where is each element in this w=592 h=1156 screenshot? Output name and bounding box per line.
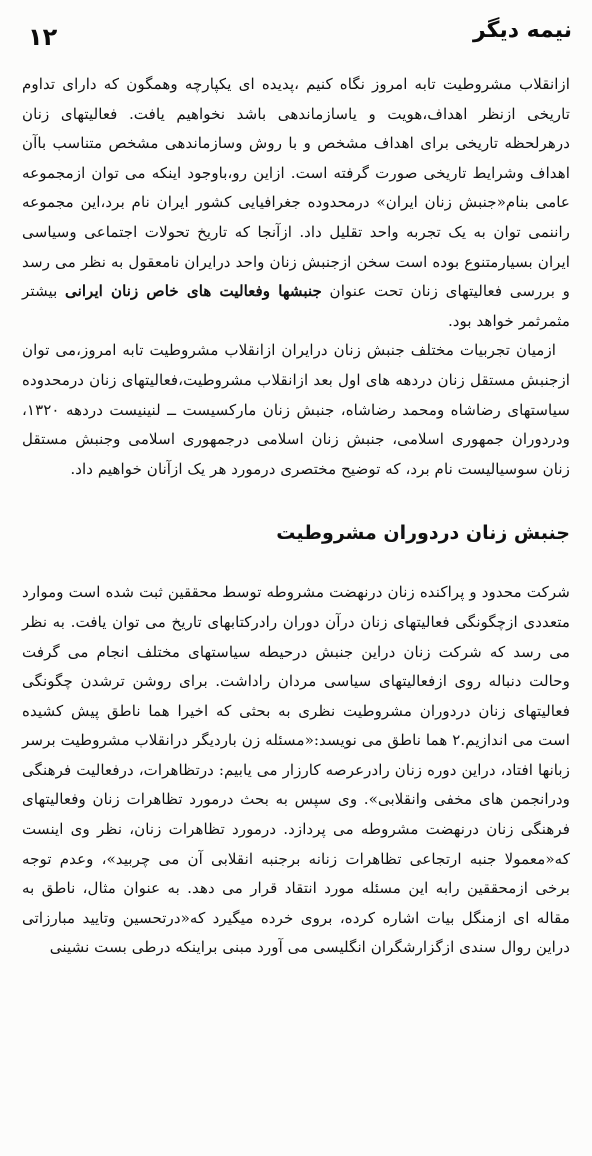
paragraph-experiences: ازمیان تجربیات مختلف جنبش زنان درایران ازانقلاب مشروطیت تابه امروز،می توان ازجنبش مستقل زنان دردهه های اول بعد ازانقلاب مشروطیت،فعالیتهای زنان درمحدوده سیاستهای رضاشاه ومحمد رضاشاه، جنبش زنان مارکسیست ــ لنینیست دردهه ۱۳۲۰، ودردوران جمهوری اسلامی، جنبش زنان اسلامی درجمهوری اسلامی وجنبش مستقل زنان سوسیالیست نام برد، که توضیح مختصری درمورد هر یک ازآنان خواهیم داد. (22, 341, 570, 478)
paragraph-intro-text: ازانقلاب مشروطیت تابه امروز نگاه کنیم ،پدیده ای یکپارچه وهمگون که دارای تداوم تاریخی ازنظر اهداف،هویت و یاسازماندهی باشد نخواهیم یافت. فعالیتهای زنان درهرلحظه تاریخی برای اهداف مشخص و با روش وسازماندهی مشخص متناسب باآن اهداف وشرایط تاریخی صورت گرفته است. ازاین رو،باوجود اینکه می توان ازمجموعه عامی بنام«جنبش زنان ایران» درمحدوده جغرافیایی کشور ایران نام برد،این مجموعه راننمی توان به یک تجربه واحد تقلیل داد. ازآنجا که تاریخ تحولات اجتماعی وسیاسی ایران بسیارمتنوع بوده است سخن ازجنبش زنان واحد درایران نامعقول به نظر می رسد و بررسی فعالیتهای زنان تحت عنوان (22, 75, 570, 301)
page-number: ۱۲ (28, 23, 58, 51)
running-title: نیمه دیگر (472, 18, 572, 43)
paragraph-constitutional: شرکت محدود و پراکنده زنان درنهضت مشروطه توسط محققین ثبت شده است وموارد متعددی ازچگونگی فعالیتهای زنان درآن دوران رادرکتابهای تاریخ می توان یافت. به نظر می رسد که شرکت زنان دراین جنبش درحیطه سیاستهای مختلف انجام می گرفت وحالت دنباله روی ازفعالیتهای سیاسی مردان راداشت. برای روشن ترشدن چگونگی فعالیتهای زنان دردوران مشروطیت نظری به بحثی که اخیرا هما ناطق پیش کشیده است می اندازیم.۲ هما ناطق می نویسد:«مسئله زن باردیگر درانقلاب مشروطیت برسر زبانها افتاد، دراین دوره زنان رادرعرصه کارزار می یابیم: درتظاهرات، درفعالیت فرهنگی ودرانجمن های مخفی وانقلابی». وی سپس به بحث درمورد تظاهرات زنان وفعالیتهای فرهنگی زنان درنهضت مشروطه می پردازد. درمورد تظاهرات زنان، نظر وی اینست که«معمولا جنبه ارتجاعی تظاهرات زنانه برجنبه انقلابی آن می چربید»، وعدم توجه برخی ازمحققین رابه این مسئله مورد انتقاد قرار می دهد. به عنوان مثال، ناطق به مقاله ای ازمنگل بیات اشاره کرده، بروی خرده میگیرد که«درتحسین وتایید مبارزاتی دراین روال سندی ازگزارشگران انگلیسی می آورد مبنی براینکه درطی بست نشینی (22, 583, 570, 957)
section-heading: جنبش زنان دردوران مشروطیت (276, 522, 570, 545)
page-header (14, 14, 578, 56)
paragraph-intro (22, 70, 570, 336)
paragraph-intro-bold: جنبشها وفعالیت های خاص زنان ایرانی (64, 282, 322, 301)
body-text (22, 70, 570, 963)
paragraph-intro-tail: بیشتر مثمرثمر خواهد بود. (22, 282, 570, 330)
